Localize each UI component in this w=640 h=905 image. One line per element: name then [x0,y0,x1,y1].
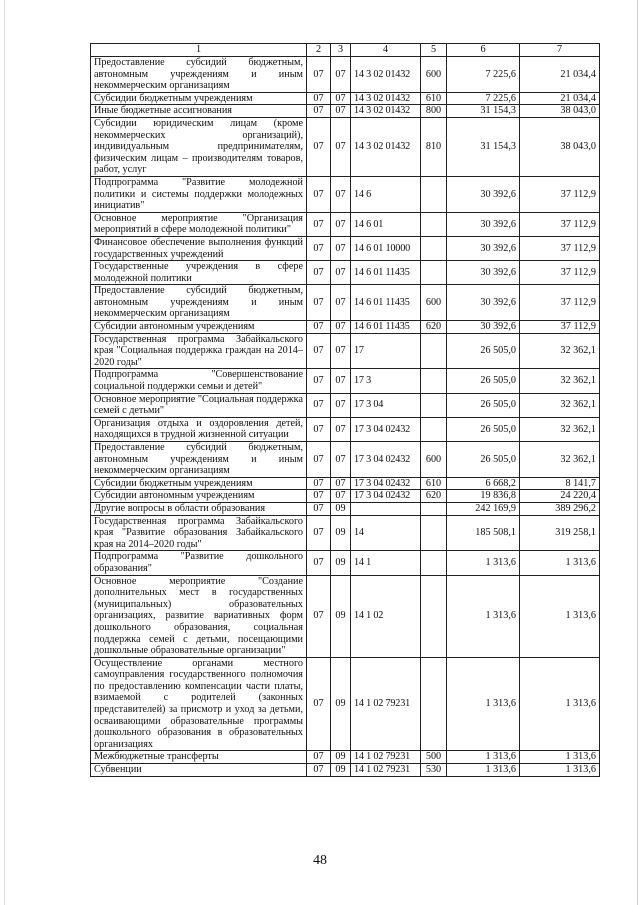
row-name-cell: Подпрограмма "Развитие дошкольного образования" [91,551,307,575]
table-row [91,751,600,764]
target-article-cell: 14 1 02 79231 [351,657,421,751]
expense-type-cell [421,551,447,575]
table-row [91,477,600,490]
amount-2019-cell: 1 313,6 [447,575,520,657]
row-name-cell: Субсидии автономным учреждениям [91,321,307,334]
row-name-cell: Субсидии бюджетным учреждениям [91,92,307,105]
column-header: 2 [307,44,331,57]
subsection-code-cell: 07 [331,236,351,260]
amount-2019-cell: 1 313,6 [447,657,520,751]
section-code-cell: 07 [307,105,331,118]
target-article-cell: 14 3 02 01432 [351,105,421,118]
row-name-cell: Организация отдыха и оздоровления детей, находящихся в трудной жизненной ситуации [91,417,307,441]
subsection-code-cell: 07 [331,92,351,105]
subsection-code-cell: 07 [331,393,351,417]
section-code-cell: 07 [307,657,331,751]
target-article-cell: 14 6 01 10000 [351,236,421,260]
amount-2020-cell: 38 043,0 [520,117,600,176]
target-article-cell: 14 1 02 [351,575,421,657]
subsection-code-cell: 07 [331,57,351,93]
amount-2019-cell: 7 225,6 [447,57,520,93]
table-row [91,551,600,575]
table-row [91,176,600,212]
page-edge [4,0,5,905]
expense-type-cell: 610 [421,477,447,490]
amount-2019-cell: 242 169,9 [447,502,520,515]
target-article-cell [351,502,421,515]
column-header: 1 [91,44,307,57]
table-row [91,393,600,417]
target-article-cell: 14 6 [351,176,421,212]
target-article-cell: 14 3 02 01432 [351,57,421,93]
amount-2020-cell: 319 258,1 [520,515,600,551]
table-row [91,575,600,657]
amount-2019-cell: 26 505,0 [447,417,520,441]
section-code-cell: 07 [307,285,331,321]
section-code-cell: 07 [307,236,331,260]
target-article-cell: 17 3 04 02432 [351,490,421,503]
subsection-code-cell: 09 [331,515,351,551]
table-row [91,502,600,515]
expense-type-cell [421,657,447,751]
row-name-cell: Основное мероприятие "Организация мероприятий в сфере молодежной политики" [91,212,307,236]
budget-table [90,43,600,777]
table-row [91,57,600,93]
row-name-cell: Финансовое обеспечение выполнения функций государственных учреждений [91,236,307,260]
expense-type-cell: 500 [421,751,447,764]
amount-2020-cell: 1 313,6 [520,551,600,575]
table-row [91,261,600,285]
table-row [91,236,600,260]
section-code-cell: 07 [307,764,331,777]
column-header: 7 [520,44,600,57]
amount-2019-cell: 31 154,3 [447,105,520,118]
section-code-cell: 07 [307,212,331,236]
target-article-cell: 14 1 02 79231 [351,751,421,764]
expense-type-cell: 600 [421,285,447,321]
row-name-cell: Предоставление субсидий бюджетным, автономным учреждениям и иным некоммерческим организациям [91,285,307,321]
amount-2019-cell: 19 836,8 [447,490,520,503]
target-article-cell: 17 3 04 02432 [351,417,421,441]
subsection-code-cell: 07 [331,105,351,118]
section-code-cell: 07 [307,369,331,393]
target-article-cell: 14 6 01 11435 [351,261,421,285]
section-code-cell: 07 [307,477,331,490]
amount-2019-cell: 26 505,0 [447,442,520,478]
row-name-cell: Подпрограмма "Развитие молодежной политики и системы поддержки молодежных инициатив" [91,176,307,212]
amount-2020-cell: 32 362,1 [520,417,600,441]
table-row [91,285,600,321]
expense-type-cell: 620 [421,490,447,503]
amount-2019-cell: 30 392,6 [447,261,520,285]
amount-2020-cell: 37 112,9 [520,236,600,260]
table-row [91,212,600,236]
expense-type-cell [421,236,447,260]
expense-type-cell [421,575,447,657]
target-article-cell: 14 [351,515,421,551]
expense-type-cell [421,261,447,285]
amount-2020-cell: 32 362,1 [520,333,600,369]
subsection-code-cell: 07 [331,490,351,503]
subsection-code-cell: 09 [331,764,351,777]
subsection-code-cell: 07 [331,321,351,334]
subsection-code-cell: 07 [331,176,351,212]
row-name-cell: Субсидии юридическим лицам (кроме некоммерческих организаций), индивидуальным предпринимателям, физическим лицам – производителям товаров, работ, услуг [91,117,307,176]
target-article-cell: 14 3 02 01432 [351,92,421,105]
subsection-code-cell: 07 [331,477,351,490]
amount-2019-cell: 30 392,6 [447,236,520,260]
amount-2020-cell: 1 313,6 [520,751,600,764]
subsection-code-cell: 09 [331,502,351,515]
expense-type-cell [421,417,447,441]
expense-type-cell: 610 [421,92,447,105]
expense-type-cell [421,369,447,393]
page-edge [637,0,638,905]
amount-2020-cell: 37 112,9 [520,212,600,236]
section-code-cell: 07 [307,117,331,176]
column-header: 4 [351,44,421,57]
target-article-cell: 14 3 02 01432 [351,117,421,176]
subsection-code-cell: 07 [331,369,351,393]
amount-2019-cell: 26 505,0 [447,393,520,417]
amount-2020-cell: 1 313,6 [520,657,600,751]
row-name-cell: Государственная программа Забайкальского края "Социальная поддержка граждан на 2014–2020 годы" [91,333,307,369]
row-name-cell: Основное мероприятие "Создание дополнительных мест в государственных (муниципальных) образовательных организациях, развитие вариативных форм дошкольного образования, социальная поддержка семей с детьми, посещающими дошкольные образовательные организации" [91,575,307,657]
table-row [91,417,600,441]
target-article-cell: 17 [351,333,421,369]
page-number: 48 [313,853,327,868]
expense-type-cell: 600 [421,442,447,478]
section-code-cell: 07 [307,575,331,657]
amount-2019-cell: 26 505,0 [447,369,520,393]
row-name-cell: Предоставление субсидий бюджетным, автономным учреждениям и иным некоммерческим организациям [91,57,307,93]
row-name-cell: Субсидии автономным учреждениям [91,490,307,503]
target-article-cell: 17 3 04 [351,393,421,417]
amount-2020-cell: 24 220,4 [520,490,600,503]
subsection-code-cell: 07 [331,417,351,441]
section-code-cell: 07 [307,321,331,334]
section-code-cell: 07 [307,261,331,285]
row-name-cell: Основное мероприятие "Социальная поддержка семей с детьми" [91,393,307,417]
table-row [91,333,600,369]
column-header: 5 [421,44,447,57]
amount-2019-cell: 30 392,6 [447,321,520,334]
amount-2020-cell: 1 313,6 [520,575,600,657]
row-name-cell: Предоставление субсидий бюджетным, автономным учреждениям и иным некоммерческим организациям [91,442,307,478]
expense-type-cell: 620 [421,321,447,334]
column-header: 3 [331,44,351,57]
amount-2020-cell: 37 112,9 [520,321,600,334]
table-row [91,490,600,503]
expense-type-cell: 600 [421,57,447,93]
subsection-code-cell: 07 [331,117,351,176]
subsection-code-cell: 09 [331,551,351,575]
row-name-cell: Другие вопросы в области образования [91,502,307,515]
amount-2019-cell: 30 392,6 [447,176,520,212]
target-article-cell: 14 1 [351,551,421,575]
subsection-code-cell: 09 [331,657,351,751]
amount-2019-cell: 6 668,2 [447,477,520,490]
amount-2019-cell: 31 154,3 [447,117,520,176]
expense-type-cell [421,515,447,551]
target-article-cell: 14 1 02 79231 [351,764,421,777]
section-code-cell: 07 [307,442,331,478]
row-name-cell: Иные бюджетные ассигнования [91,105,307,118]
section-code-cell: 07 [307,92,331,105]
amount-2020-cell: 37 112,9 [520,285,600,321]
row-name-cell: Субсидии бюджетным учреждениям [91,477,307,490]
subsection-code-cell: 09 [331,575,351,657]
amount-2020-cell: 8 141,7 [520,477,600,490]
row-name-cell: Субвенции [91,764,307,777]
amount-2020-cell: 38 043,0 [520,105,600,118]
section-code-cell: 07 [307,490,331,503]
expense-type-cell [421,393,447,417]
expense-type-cell: 800 [421,105,447,118]
table-row [91,105,600,118]
amount-2019-cell: 1 313,6 [447,551,520,575]
section-code-cell: 07 [307,551,331,575]
expense-type-cell: 810 [421,117,447,176]
amount-2020-cell: 389 296,2 [520,502,600,515]
table-row [91,321,600,334]
table-header-row [91,44,600,57]
row-name-cell: Государственная программа Забайкальского края "Развитие образования Забайкальского края на 2014–2020 годы" [91,515,307,551]
section-code-cell: 07 [307,57,331,93]
amount-2019-cell: 1 313,6 [447,764,520,777]
amount-2020-cell: 21 034,4 [520,57,600,93]
subsection-code-cell: 09 [331,751,351,764]
amount-2020-cell: 37 112,9 [520,261,600,285]
amount-2020-cell: 32 362,1 [520,369,600,393]
table-body [91,57,600,777]
target-article-cell: 17 3 [351,369,421,393]
target-article-cell: 17 3 04 02432 [351,442,421,478]
section-code-cell: 07 [307,515,331,551]
section-code-cell: 07 [307,333,331,369]
target-article-cell: 14 6 01 [351,212,421,236]
amount-2020-cell: 1 313,6 [520,764,600,777]
amount-2019-cell: 7 225,6 [447,92,520,105]
expense-type-cell [421,333,447,369]
section-code-cell: 07 [307,176,331,212]
subsection-code-cell: 07 [331,442,351,478]
row-name-cell: Осуществление органами местного самоуправления государственного полномочия по предоставлению компенсации части платы, взимаемой с родителей (законных представителей) за присмотр и уход за детьми, осваивающими образовательные программы дошкольного образования в образовательных организациях [91,657,307,751]
amount-2020-cell: 37 112,9 [520,176,600,212]
target-article-cell: 14 6 01 11435 [351,321,421,334]
target-article-cell: 14 6 01 11435 [351,285,421,321]
subsection-code-cell: 07 [331,333,351,369]
table-row [91,369,600,393]
table-row [91,764,600,777]
amount-2019-cell: 26 505,0 [447,333,520,369]
section-code-cell: 07 [307,417,331,441]
amount-2020-cell: 32 362,1 [520,393,600,417]
amount-2020-cell: 32 362,1 [520,442,600,478]
row-name-cell: Межбюджетные трансферты [91,751,307,764]
section-code-cell: 07 [307,502,331,515]
amount-2019-cell: 30 392,6 [447,285,520,321]
section-code-cell: 07 [307,393,331,417]
expense-type-cell [421,176,447,212]
expense-type-cell [421,502,447,515]
subsection-code-cell: 07 [331,212,351,236]
row-name-cell: Государственные учреждения в сфере молодежной политики [91,261,307,285]
table-row [91,92,600,105]
column-header: 6 [447,44,520,57]
amount-2019-cell: 185 508,1 [447,515,520,551]
subsection-code-cell: 07 [331,261,351,285]
table-row [91,117,600,176]
table-row [91,657,600,751]
expense-type-cell [421,212,447,236]
table-row [91,515,600,551]
amount-2020-cell: 21 034,4 [520,92,600,105]
expense-type-cell: 530 [421,764,447,777]
amount-2019-cell: 30 392,6 [447,212,520,236]
target-article-cell: 17 3 04 02432 [351,477,421,490]
subsection-code-cell: 07 [331,285,351,321]
section-code-cell: 07 [307,751,331,764]
row-name-cell: Подпрограмма "Совершенствование социальной поддержки семьи и детей" [91,369,307,393]
amount-2019-cell: 1 313,6 [447,751,520,764]
table-row [91,442,600,478]
